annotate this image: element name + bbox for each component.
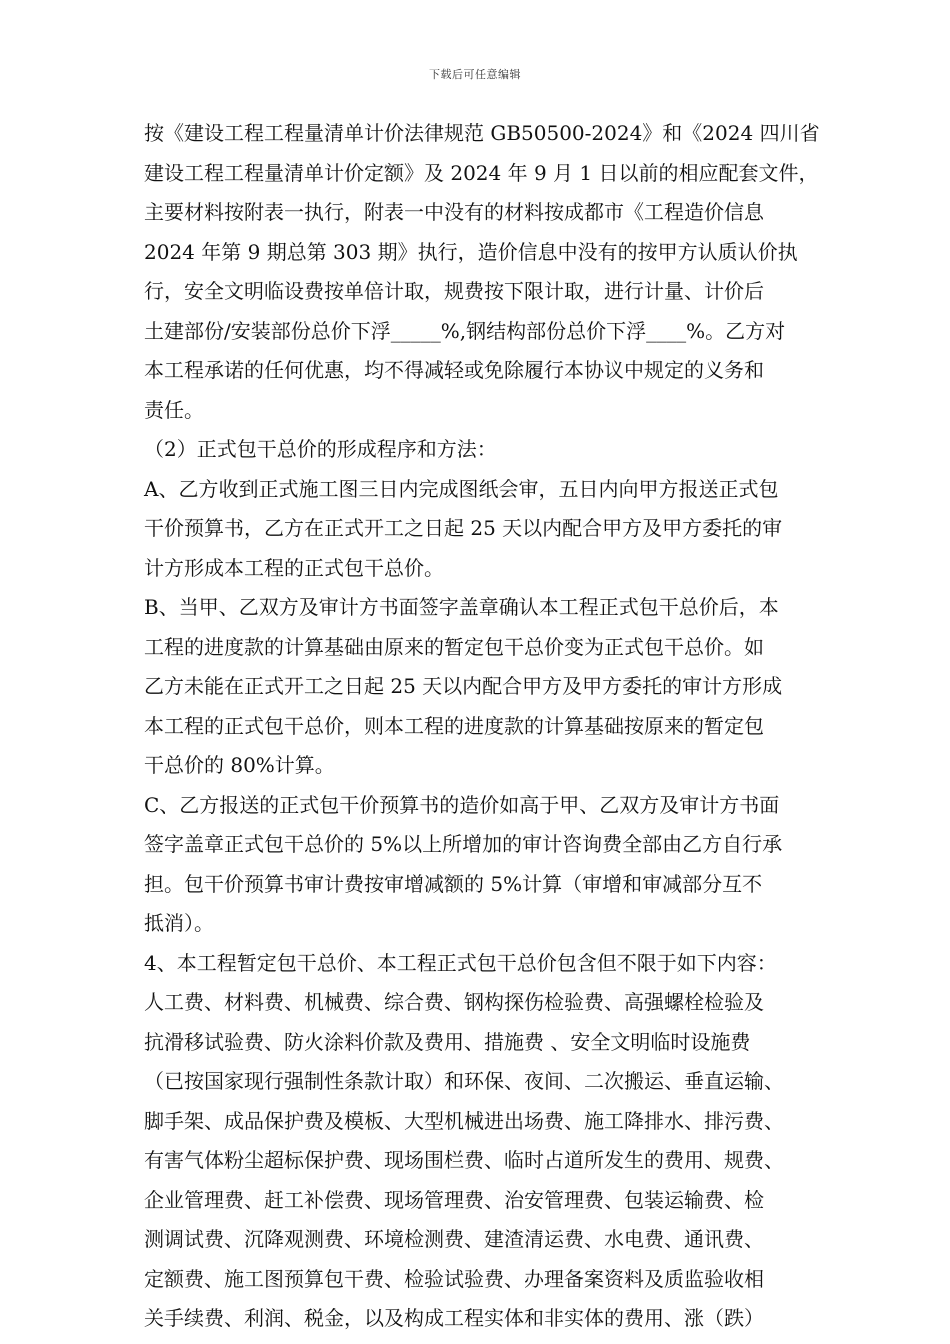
text-line: 测调试费、沉降观测费、环境检测费、建渣清运费、水电费、通讯费、 bbox=[144, 1227, 764, 1251]
text-line: 按《建设工程工程量清单计价法律规范 GB50500-2024》和《2024 四川省 bbox=[144, 121, 820, 145]
text-line: A、乙方收到正式施工图三日内完成图纸会审，五日内向甲方报送正式包 bbox=[144, 476, 779, 501]
text-line: 担。包干价预算书审计费按审增减额的 5%计算（审增和审减部分互不 bbox=[144, 871, 763, 896]
text-line: 行，安全文明临设费按单倍计取，规费按下限计取，进行计量、计价后 bbox=[144, 279, 764, 303]
text-line: （2）正式包干总价的形成程序和方法： bbox=[144, 437, 497, 461]
text-line: 土建部份/安装部份总价下浮_____%,钢结构部份总价下浮____%。乙方对 bbox=[144, 318, 786, 343]
text-line: 主要材料按附表一执行，附表一中没有的材料按成都市《工程造价信息 bbox=[144, 200, 764, 224]
text-line: 乙方未能在正式开工之日起 25 天以内配合甲方及甲方委托的审计方形成 bbox=[144, 674, 783, 698]
text-line: 干价预算书，乙方在正式开工之日起 25 天以内配合甲方及甲方委托的审 bbox=[144, 516, 783, 540]
text-line: 人工费、材料费、机械费、综合费、钢构探伤检验费、高强螺栓检验及 bbox=[144, 990, 764, 1014]
text-line: 干总价的 80%计算。 bbox=[144, 753, 335, 777]
text-line: 抵消）。 bbox=[144, 911, 214, 935]
text-line: 企业管理费、赶工补偿费、现场管理费、治安管理费、包装运输费、检 bbox=[144, 1187, 764, 1212]
text-line: 2024 年第 9 期总第 303 期》执行，造价信息中没有的按甲方认质认价执 bbox=[144, 239, 798, 264]
text-line: 本工程的正式包干总价，则本工程的进度款的计算基础按原来的暂定包 bbox=[144, 713, 764, 738]
text-line: 本工程承诺的任何优惠，均不得减轻或免除履行本协议中规定的义务和 bbox=[144, 358, 764, 382]
text-line: B、当甲、乙双方及审计方书面签字盖章确认本工程正式包干总价后，本 bbox=[144, 595, 779, 619]
text-line: C、乙方报送的正式包干价预算书的造价如高于甲、乙双方及审计方书面 bbox=[144, 792, 780, 817]
text-line: （已按国家现行强制性条款计取）和环保、夜间、二次搬运、垂直运输、 bbox=[144, 1069, 784, 1093]
contract-body-text bbox=[144, 114, 856, 1339]
text-line: 抗滑移试验费、防火涂料价款及费用、措施费 、安全文明临时设施费 bbox=[144, 1029, 751, 1054]
text-line: 脚手架、成品保护费及模板、大型机械进出场费、施工降排水、排污费、 bbox=[144, 1108, 784, 1133]
text-line: 有害气体粉尘超标保护费、现场围栏费、临时占道所发生的费用、规费、 bbox=[144, 1148, 784, 1172]
text-line: 签字盖章正式包干总价的 5%以上所增加的审计咨询费全部由乙方自行承 bbox=[144, 832, 783, 856]
text-line: 关手续费、利润、税金，以及构成工程实体和非实体的费用、涨（跌） bbox=[144, 1306, 764, 1330]
text-line: 4、本工程暂定包干总价、本工程正式包干总价包含但不限于如下内容： bbox=[144, 950, 777, 975]
text-line: 计方形成本工程的正式包干总价。 bbox=[144, 555, 444, 580]
text-line: 建设工程工程量清单计价定额》及 2024 年 9 月 1 日以前的相应配套文件， bbox=[144, 160, 819, 185]
text-line: 工程的进度款的计算基础由原来的暂定包干总价变为正式包干总价。如 bbox=[144, 634, 764, 659]
header-note: 下载后可任意编辑 bbox=[429, 68, 521, 81]
text-line: 定额费、施工图预算包干费、检验试验费、办理备案资料及质监验收相 bbox=[144, 1266, 764, 1291]
text-line: 责任。 bbox=[144, 397, 204, 422]
